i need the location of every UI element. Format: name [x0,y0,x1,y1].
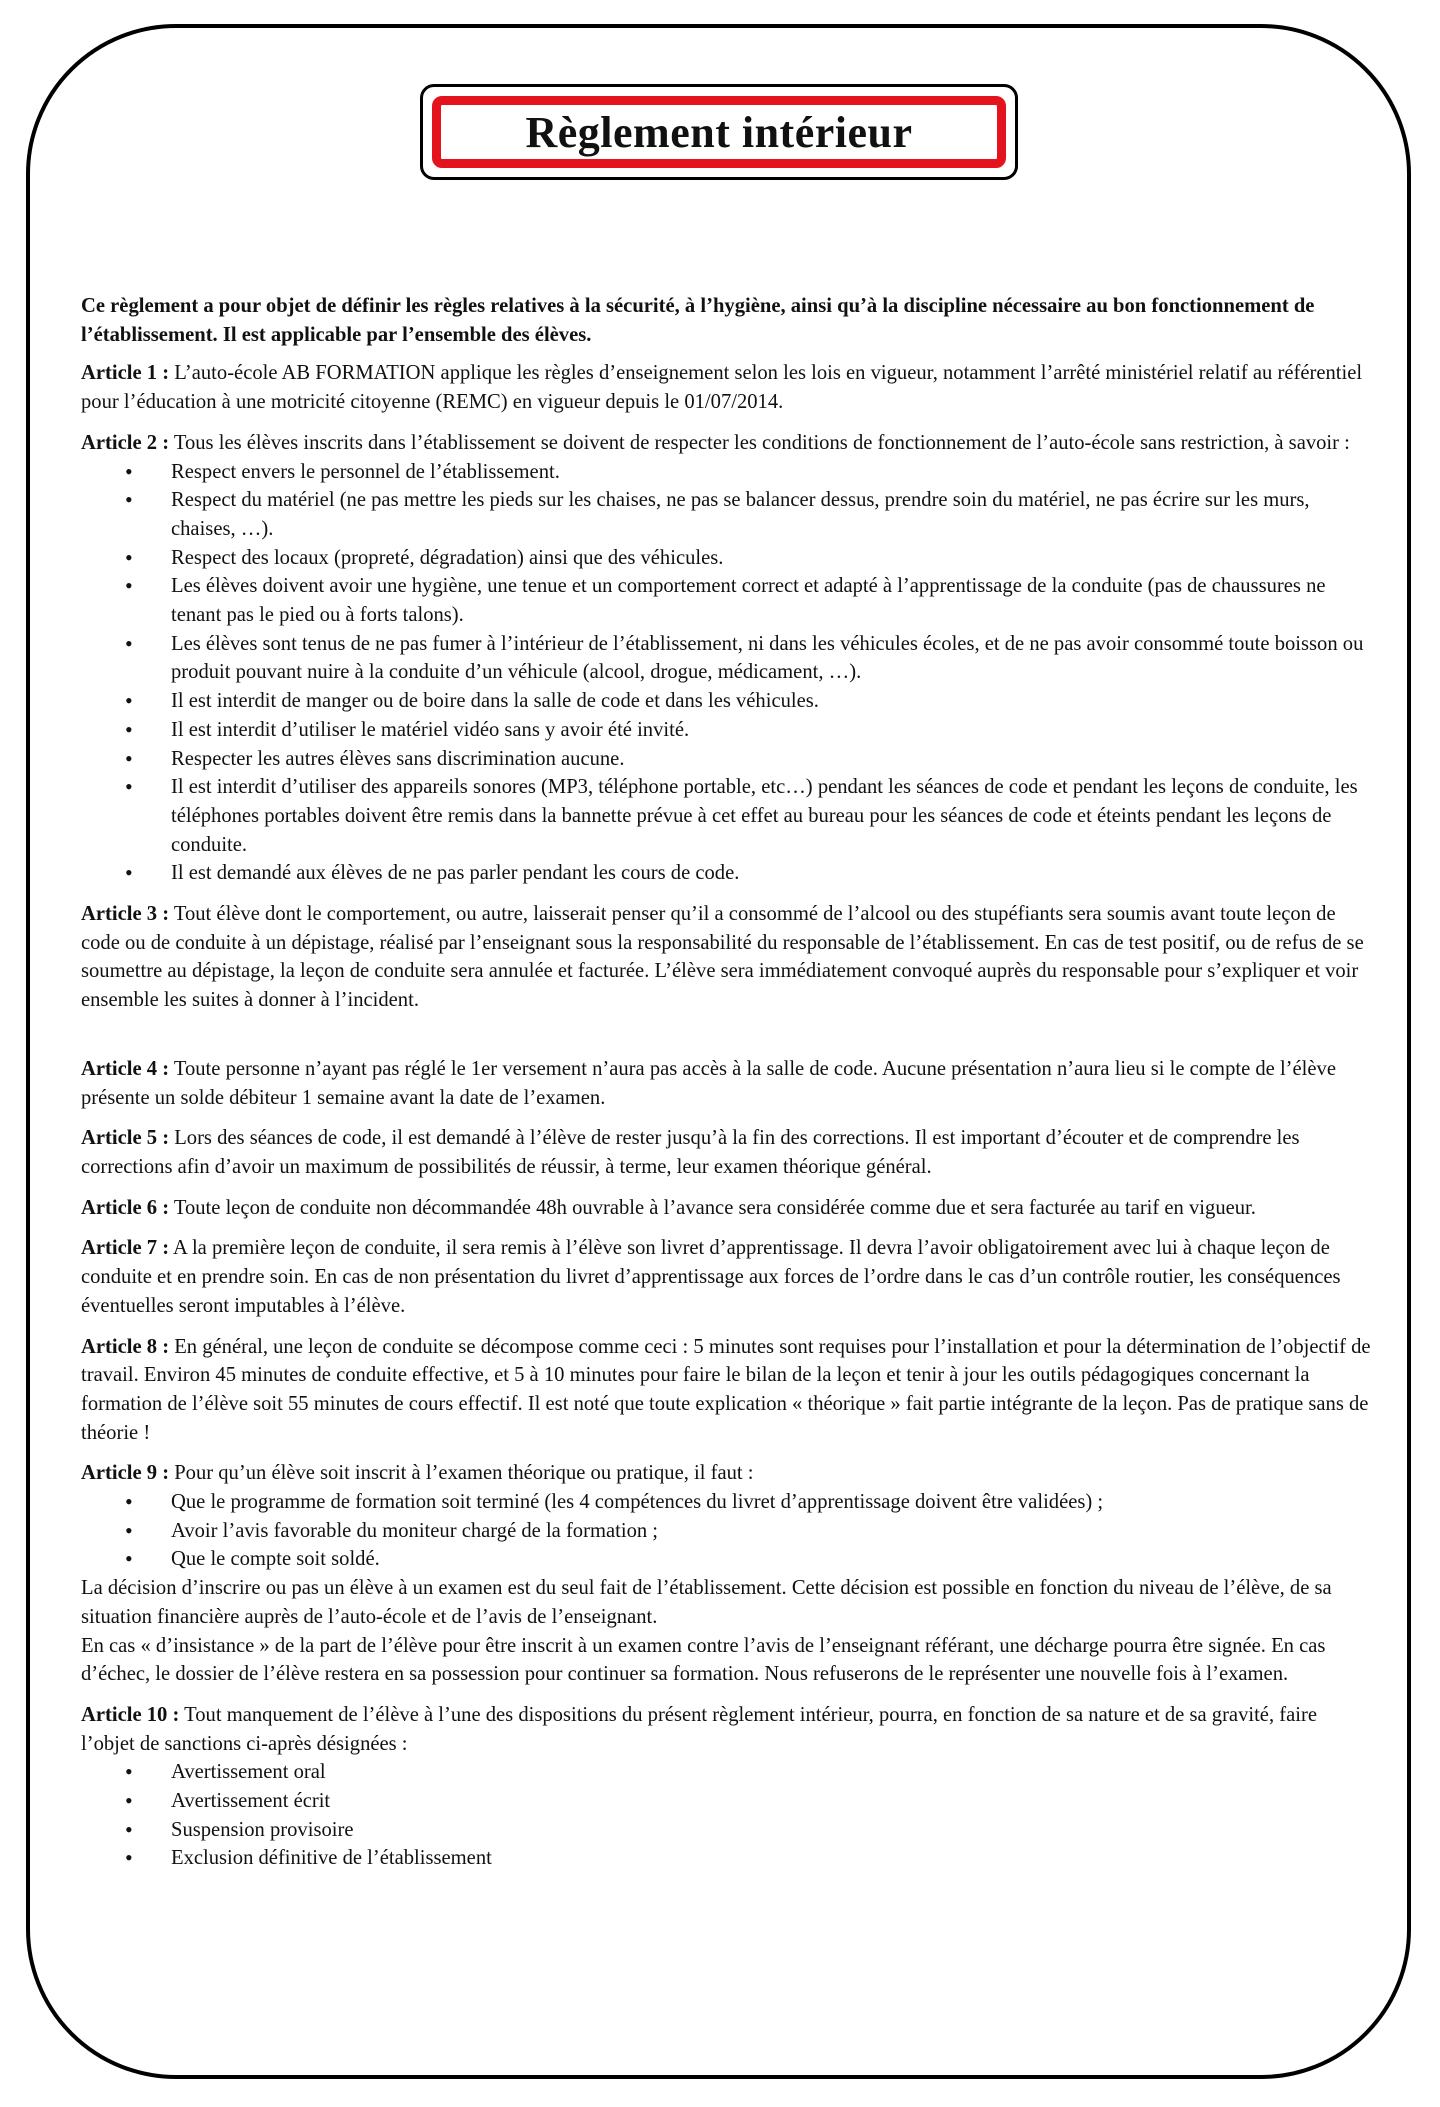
article-4 [81,1055,1371,1112]
article-text: Tout manquement de l’élève à l’une des dispositions du présent règlement intérieur, pourra, en fonction de sa nature et de sa gravité, faire l’objet de sanctions ci-après désignées : [81,1703,1317,1755]
article-2-list [81,458,1371,889]
article-label: Article 4 : [81,1057,170,1080]
article-label: Article 6 : [81,1196,170,1219]
list-item: • Suspension provisoire [81,1816,1371,1845]
list-item: • Il est interdit d’utiliser le matériel vidéo sans y avoir été invité. [81,716,1371,745]
list-item: • Il est interdit de manger ou de boire dans la salle de code et dans les véhicules. [81,687,1371,716]
intro-paragraph: Ce règlement a pour objet de définir les règles relatives à la sécurité, à l’hygiène, ainsi qu’à la discipline nécessaire au bon fonctionnement de l’établissement. Il est applicable par l’ensemble des élèves. [81,295,1315,346]
regulation-content [81,292,1371,1873]
list-item: • Il est demandé aux élèves de ne pas parler pendant les cours de code. [81,859,1371,888]
article-10-list [81,1758,1371,1873]
article-text: L’auto-école AB FORMATION applique les règles d’enseignement selon les lois en vigueur, notamment l’arrêté ministériel relatif au référentiel pour l’éducation à une motricité citoyenne (REMC) en vigueur depuis le 01/07/2014. [81,362,1363,414]
list-item: • Avertissement oral [81,1758,1371,1787]
article-9-note: La décision d’inscrire ou pas un élève à un examen est du seul fait de l’établissement. Cette décision est possible en fonction du niveau de l’élève, de sa situation financière auprès de l’auto-école et de l’avis de l’enseignant. [81,1577,1332,1628]
article-text: En général, une leçon de conduite se décompose comme ceci : 5 minutes sont requises pour l’installation et pour la détermination de l’objectif de travail. Environ 45 minutes de conduite effective, et 5 à 10 minutes pour faire le bilan de la leçon et tenir à jour les outils pédagogiques concernant la formation de l’élève soit 55 minutes de cours effectif. Il est noté que toute explication « théorique » fait partie intégrante de la leçon. Pas de pratique sans de théorie ! [81,1335,1371,1444]
article-text: Toute personne n’ayant pas réglé le 1er versement n’aura pas accès à la salle de code. Aucune présentation n’aura lieu si le compte de l’élève présente un solde débiteur 1 semaine avant la date de l’examen. [81,1057,1336,1109]
article-label: Article 1 : [81,362,170,385]
article-label: Article 9 : [81,1462,170,1485]
article-10 [81,1701,1371,1758]
title-box [420,84,1018,180]
article-3 [81,900,1371,1015]
list-item: • Les élèves doivent avoir une hygiène, une tenue et un comportement correct et adapté à l’apprentissage de la conduite (pas de chaussures ne tenant pas le pied ou à forts talons). [81,572,1371,629]
article-text: Tout élève dont le comportement, ou autre, laisserait penser qu’il a consommé de l’alcool ou des stupéfiants sera soumis avant toute leçon de code ou de conduite à un dépistage, réalisé par l’enseignant sous la responsabilité du responsable de l’établissement. En cas de test positif, ou de refus de se soumettre au dépistage, la leçon de conduite sera annulée et facturée. L’élève sera immédiatement convoqué auprès du responsable pour s’expliquer et voir ensemble les suites à donner à l’incident. [81,903,1364,1012]
list-item: • Respect du matériel (ne pas mettre les pieds sur les chaises, ne pas se balancer dessus, prendre soin du matériel, ne pas écrire sur les murs, chaises, …). [81,486,1371,543]
article-9 [81,1459,1371,1488]
article-8 [81,1333,1371,1448]
article-text: Pour qu’un élève soit inscrit à l’examen théorique ou pratique, il faut : [169,1462,754,1485]
article-6 [81,1194,1371,1223]
article-text: Tous les élèves inscrits dans l’établissement se doivent de respecter les conditions de fonctionnement de l’auto-école sans restriction, à savoir : [169,431,1350,454]
article-label: Article 7 : [81,1237,170,1260]
article-text: A la première leçon de conduite, il sera remis à l’élève son livret d’apprentissage. Il devra l’avoir obligatoirement avec lui à chaque leçon de conduite et en prendre soin. En cas de non présentation du livret d’apprentissage aux forces de l’ordre dans le cas d’un contrôle routier, les conséquences éventuelles seront imputables à l’élève. [81,1237,1341,1317]
list-item: • Que le compte soit soldé. [81,1545,1371,1574]
article-label: Article 2 : [81,431,170,454]
article-label: Article 8 : [81,1335,170,1358]
list-item: • Que le programme de formation soit terminé (les 4 compétences du livret d’apprentissage doivent être validées) ; [81,1488,1371,1517]
article-label: Article 10 : [81,1703,180,1726]
article-2 [81,429,1371,458]
article-text: Lors des séances de code, il est demandé à l’élève de rester jusqu’à la fin des corrections. Il est important d’écouter et de comprendre les corrections afin d’avoir un maximum de possibilités de réussir, à terme, leur examen théorique général. [81,1127,1300,1178]
page-title: Règlement intérieur [525,107,913,157]
article-label: Article 5 : [81,1127,170,1150]
article-label: Article 3 : [81,903,170,926]
list-item: • Exclusion définitive de l’établissement [81,1844,1371,1873]
list-item: • Avertissement écrit [81,1787,1371,1816]
list-item: • Respect envers le personnel de l’établissement. [81,458,1371,487]
article-5 [81,1124,1371,1181]
article-9-note: En cas « d’insistance » de la part de l’élève pour être inscrit à un examen contre l’avis de l’enseignant référant, une décharge pourra être signée. En cas d’échec, le dossier de l’élève restera en sa possession pour continuer sa formation. Nous refuserons de le représenter une nouvelle fois à l’examen. [81,1634,1326,1686]
article-1 [81,359,1371,416]
list-item: • Respect des locaux (propreté, dégradation) ainsi que des véhicules. [81,544,1371,573]
article-7 [81,1234,1371,1320]
list-item: • Avoir l’avis favorable du moniteur chargé de la formation ; [81,1517,1371,1546]
list-item: • Il est interdit d’utiliser des appareils sonores (MP3, téléphone portable, etc…) pendant les séances de code et pendant les leçons de conduite, les téléphones portables doivent être remis dans la bannette prévue à cet effet au bureau pour les séances de code et éteints pendant les leçons de conduite. [81,773,1371,859]
article-text: Toute leçon de conduite non décommandée 48h ouvrable à l’avance sera considérée comme due et sera facturée au tarif en vigueur. [169,1196,1256,1219]
article-9-list [81,1488,1371,1574]
title-red-frame [432,96,1006,168]
list-item: • Respecter les autres élèves sans discrimination aucune. [81,745,1371,774]
list-item: • Les élèves sont tenus de ne pas fumer à l’intérieur de l’établissement, ni dans les véhicules écoles, et de ne pas avoir consommé toute boisson ou produit pouvant nuire à la conduite d’un véhicule (alcool, drogue, médicament, …). [81,630,1371,687]
